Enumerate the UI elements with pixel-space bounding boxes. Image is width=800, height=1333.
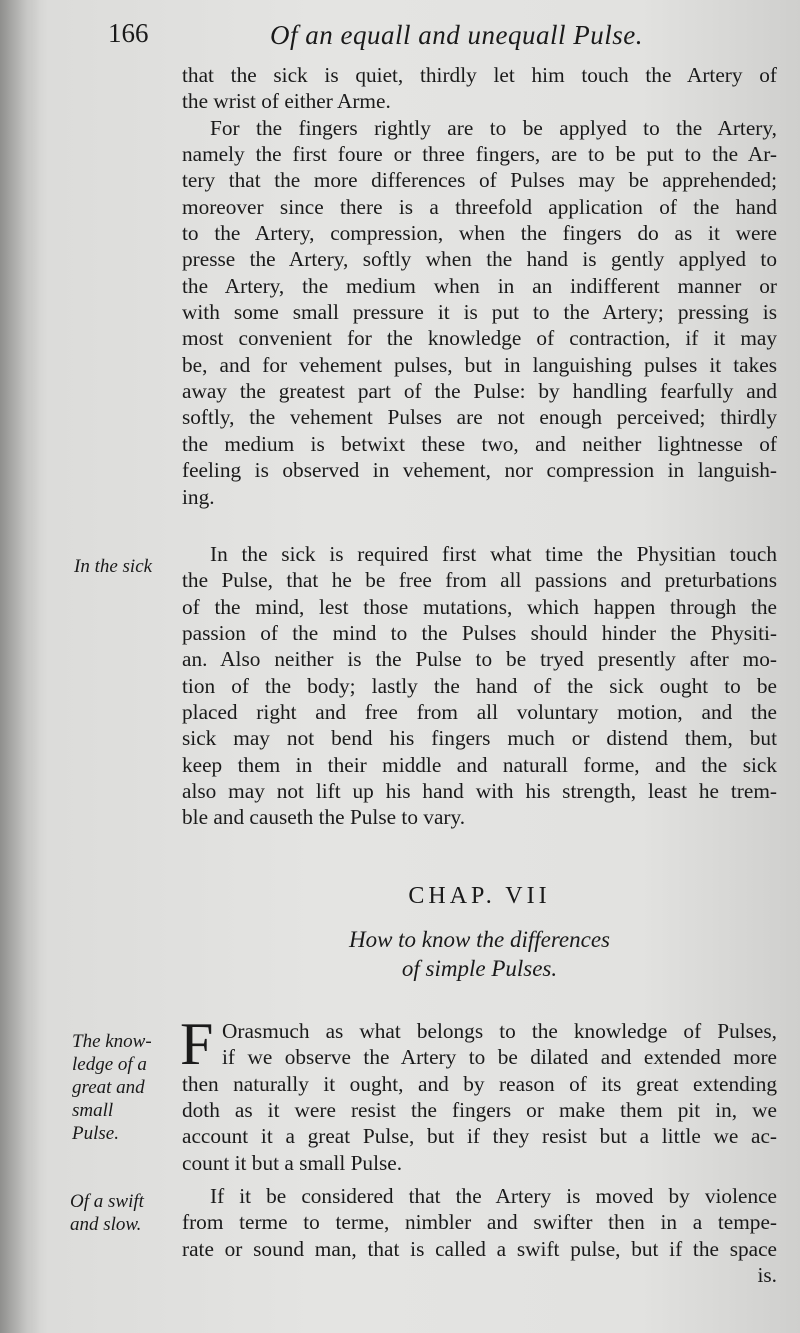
chapter-heading: CHAP. VII [408,883,551,909]
text-line: of the mind, lest those mutations, which happen through the [182,594,777,619]
text-line: placed right and free from all voluntary motion, and the [182,700,777,725]
text-line: the medium is betwixt these two, and neither lightnesse of [182,431,777,456]
text-line: Orasmuch as what belongs to the knowledge of Pulses, [222,1019,777,1043]
margin-note-line: and slow. [70,1214,142,1235]
margin-note-line: Pulse. [72,1123,119,1144]
chapter-title-line: of simple Pulses. [401,956,558,981]
text-line: doth as it were resist the fingers or make them pit in, we [182,1098,777,1123]
page-header [0,14,800,54]
margin-note-line: small [72,1100,114,1121]
chapter-title [182,925,777,983]
paragraph-fingers [182,62,777,510]
text-line: feeling is observed in vehement, nor compression in languish- [182,458,777,483]
text-line: the Pulse, that he be free from all passions and preturbations [182,568,777,593]
paragraph-sick [182,541,777,831]
text-line: For the fingers rightly are to be applyed to the Artery, [210,115,777,140]
paragraph-swift-slow [182,1183,777,1288]
text-line: most convenient for the knowledge of contraction, if it may [182,326,777,351]
margin-note-line: Of a swift [70,1191,144,1212]
text-line: moreover since there is a threefold application of the hand [182,194,777,219]
text-line: from terme to terme, nimbler and swifter then in a tempe- [182,1210,777,1235]
text-line: the Artery, the medium when in an indifferent manner or [182,273,777,298]
text-line: namely the first foure or three fingers, are to be put to the Ar- [182,142,777,167]
text-line: sick may not bend his fingers much or distend them, but [182,726,777,751]
text-line: if we observe the Artery to be dilated and extended more [222,1045,777,1070]
text-line: also may not lift up his hand with his strength, least he trem- [182,779,777,804]
text-line: then naturally it ought, and by reason of its great extending [182,1071,777,1096]
text-line: In the sick is required first what time the Physitian touch [210,542,777,566]
text-line: an. Also neither is the Pulse to be tryed presently after mo- [182,647,777,672]
text-line: ble and causeth the Pulse to vary. [182,805,466,830]
chapter-title-line: How to know the differences [348,927,611,952]
text-line: presse the Artery, softly when the hand is gently applyed to [182,247,777,272]
text-line: count it but a small Pulse. [182,1150,403,1175]
text-line: account it a great Pulse, but if they resist but a little we ac- [182,1124,777,1149]
text-line: away the greatest part of the Pulse: by handling fearfully and [182,379,777,404]
margin-note-sick: In the sick [74,556,153,577]
text-line: softly, the vehement Pulses are not enough perceived; thirdly [182,405,777,430]
catchword: is. [757,1263,777,1288]
text-line: keep them in their middle and naturall forme, and the sick [182,752,777,777]
margin-note-line: great and [72,1077,145,1098]
drop-cap: F [180,1011,214,1077]
text-line: ing. [182,484,215,509]
running-title: Of an equall and unequall Pulse. [270,20,643,50]
margin-note-line: ledge of a [72,1054,147,1075]
text-line: tery that the more differences of Pulses may be apprehended; [182,168,777,193]
text-line: tion of the body; lastly the hand of the sick ought to be [182,673,777,698]
text-line: If it be considered that the Artery is moved by violence [210,1184,777,1208]
text-line: that the sick is quiet, thirdly let him touch the Artery of [182,63,777,87]
text-line: the wrist of either Arme. [182,89,391,114]
page-gutter-shadow [0,0,40,1333]
text-line: be, and for vehement pulses, but in languishing pulses it takes [182,352,777,377]
page-number: 166 [108,18,149,48]
margin-note-line: The know- [72,1031,152,1052]
text-line: rate or sound man, that is called a swift pulse, but if the space [182,1236,777,1261]
text-line: passion of the mind to the Pulses should hinder the Physiti- [182,621,777,646]
text-line: with some small pressure it is put to the Artery; pressing is [182,300,777,325]
margin-note-great-small [72,1030,152,1145]
margin-note-swift-slow [70,1190,144,1236]
paragraph-great-small [182,1018,777,1176]
text-line: to the Artery, compression, when the fingers do as it were [182,221,777,246]
